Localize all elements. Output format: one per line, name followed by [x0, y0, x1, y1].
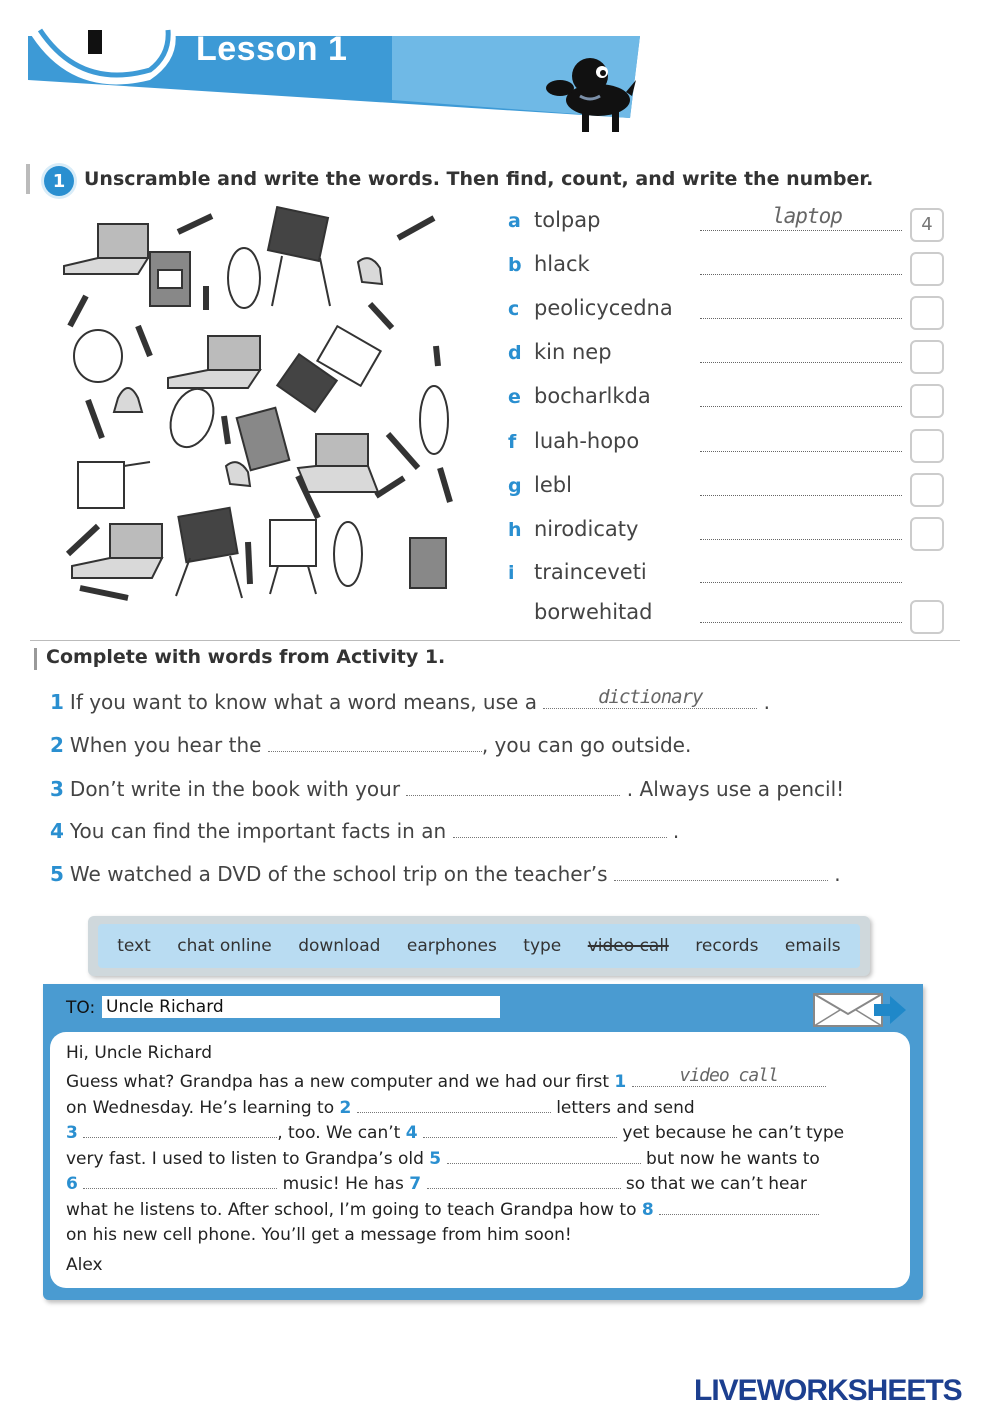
chalkboard-icon	[176, 508, 242, 598]
word-row-g	[508, 471, 948, 507]
item-letter: f	[508, 431, 517, 453]
word-row-j	[508, 598, 948, 634]
email-text: what he listens to. After school, I’m going to teach Grandpa how to	[66, 1200, 637, 1220]
answer-line	[700, 230, 902, 231]
count-box[interactable]	[910, 517, 944, 551]
count-box[interactable]	[910, 384, 944, 418]
email-text: music! He has	[282, 1174, 404, 1194]
blank-number: 8	[641, 1200, 654, 1220]
sentence-text: If you want to know what a word means, use a	[69, 690, 537, 714]
word-bank-item-used: video call	[587, 936, 669, 956]
item-letter: d	[508, 342, 522, 364]
chalkboard-icon	[268, 207, 330, 306]
word-bank-item: chat online	[177, 936, 272, 956]
email-line	[66, 1098, 695, 1118]
section-divider	[30, 640, 960, 641]
sentence-end: .	[672, 819, 680, 843]
item-letter: i	[508, 562, 515, 584]
answer-line	[700, 622, 902, 623]
word-bank-inner	[98, 924, 860, 968]
activity-2-instruction: Complete with words from Activity 1.	[46, 646, 446, 668]
sentence-number: 4	[50, 819, 64, 843]
sentence-end: . Always use a pencil!	[626, 777, 845, 801]
answer-line	[700, 274, 902, 275]
item-letter: e	[508, 386, 521, 408]
envelope-icon	[812, 990, 908, 1030]
email-text: but now he wants to	[645, 1149, 820, 1169]
scrambled-word: peolicycedna	[534, 296, 673, 320]
sentence-text: When you hear the	[69, 733, 262, 757]
activity-1-instruction: Unscramble and write the words. Then find, count, and write the number.	[84, 168, 874, 190]
to-field: Uncle Richard	[102, 996, 500, 1018]
earphones-icon	[80, 588, 128, 598]
word-row-a	[508, 206, 948, 242]
sentence-number: 5	[50, 862, 64, 886]
sentence-text: We watched a DVD of the school trip on the teacher’s	[69, 862, 608, 886]
email-line	[66, 1065, 826, 1092]
answer-line	[700, 495, 902, 496]
word-bank-item: text	[117, 936, 151, 956]
sentence-number: 2	[50, 733, 64, 757]
email-blank-7[interactable]	[427, 1174, 621, 1189]
dictionary-icon	[410, 538, 446, 588]
scrambled-word: kin nep	[534, 340, 612, 364]
laptop-icon	[72, 524, 162, 578]
word-bank-item: download	[298, 936, 381, 956]
scrambled-word: hlack	[534, 252, 590, 276]
word-bank-item: records	[695, 936, 759, 956]
sentence-number: 3	[50, 777, 64, 801]
email-line	[66, 1123, 844, 1143]
scrambled-word: lebl	[534, 473, 572, 497]
word-row-i	[508, 558, 948, 594]
sentence-end: , you can go outside.	[481, 733, 692, 757]
margin-bar	[26, 164, 30, 194]
answer-line	[700, 318, 902, 319]
email-text: so that we can’t hear	[625, 1174, 807, 1194]
answer-input[interactable]: laptop	[772, 204, 842, 228]
sentence-end: .	[763, 690, 771, 714]
answer-line	[700, 582, 902, 583]
email-blank-6[interactable]	[83, 1174, 277, 1189]
email-text: yet because he can’t type	[622, 1123, 845, 1143]
scrambled-word: tolpap	[534, 208, 601, 232]
margin-bar	[34, 648, 37, 670]
word-bank-item: earphones	[406, 936, 497, 956]
answer-text: video call	[679, 1065, 778, 1086]
email-blank-4[interactable]	[423, 1123, 617, 1138]
sentence-text: You can find the important facts in an	[69, 819, 447, 843]
word-bank	[88, 916, 870, 976]
word-row-c	[508, 294, 948, 330]
laptop-icon	[298, 434, 378, 492]
email-line	[66, 1149, 820, 1169]
count-box[interactable]	[910, 252, 944, 286]
answer-line	[700, 362, 902, 363]
word-row-h	[508, 515, 948, 551]
email-blank-1[interactable]	[632, 1065, 826, 1087]
answer-line	[700, 451, 902, 452]
email-text: on Wednesday. He’s learning to	[66, 1098, 335, 1118]
item-letter: a	[508, 210, 521, 232]
word-bank-item: emails	[784, 936, 841, 956]
answer-line	[700, 539, 902, 540]
email-line: on his new cell phone. You’ll get a message from him soon!	[66, 1225, 572, 1245]
answer-blank[interactable]	[453, 819, 667, 838]
sentence-4	[50, 819, 679, 843]
email-text: , too. We can’t	[277, 1123, 401, 1143]
to-label: TO:	[66, 998, 96, 1018]
sentence-number: 1	[50, 690, 64, 714]
item-letter: b	[508, 254, 522, 276]
email-greeting: Hi, Uncle Richard	[66, 1043, 213, 1063]
count-box[interactable]	[910, 340, 944, 374]
scrambled-word: borwehitad	[534, 600, 653, 624]
sentence-2	[50, 733, 691, 757]
blank-number: 3	[66, 1123, 78, 1143]
dictionary-icon	[237, 408, 290, 471]
email-blank-2[interactable]	[357, 1098, 551, 1113]
answer-blank[interactable]	[406, 777, 620, 796]
answer-blank[interactable]	[614, 862, 828, 881]
laptop-icon	[64, 224, 148, 274]
scrambled-word: bocharlkda	[534, 384, 651, 408]
lesson-title: Lesson 1	[196, 30, 348, 68]
count-box[interactable]	[910, 429, 944, 463]
blank-number: 6	[66, 1174, 78, 1194]
email-text: very fast. I used to listen to Grandpa’s old	[66, 1149, 424, 1169]
item-letter: h	[508, 519, 522, 541]
email-blank-8[interactable]	[659, 1200, 819, 1215]
email-signature: Alex	[66, 1255, 103, 1275]
word-row-b	[508, 250, 948, 286]
count-box[interactable]	[910, 473, 944, 507]
sentence-text: Don’t write in the book with your	[69, 777, 401, 801]
word-row-f	[508, 427, 948, 463]
count-box[interactable]	[910, 600, 944, 634]
activity-1-badge: 1	[44, 166, 74, 196]
sentence-end: .	[834, 862, 841, 886]
whiteboard-icon	[78, 462, 150, 508]
classroom-objects-illustration	[58, 206, 468, 616]
blank-number: 1	[614, 1072, 627, 1092]
whiteboard-icon	[270, 520, 316, 594]
scrambled-word: nirodicaty	[534, 517, 639, 541]
blank-number: 7	[409, 1174, 422, 1194]
answer-line	[700, 406, 902, 407]
answer-blank[interactable]	[543, 686, 757, 709]
item-letter: g	[508, 475, 522, 497]
sentence-1	[50, 686, 771, 714]
blank-number: 4	[405, 1123, 418, 1143]
email-line	[66, 1174, 807, 1194]
word-row-e	[508, 382, 948, 418]
liveworksheets-logo: LIVEWORKSHEETS	[694, 1374, 962, 1407]
blank-number: 2	[339, 1098, 352, 1118]
sentence-3	[50, 777, 844, 801]
word-row-d	[508, 338, 948, 374]
sentence-5	[50, 862, 841, 886]
lesson-banner	[0, 0, 1000, 150]
email-blank-5[interactable]	[447, 1149, 641, 1164]
count-box[interactable]: 4	[910, 208, 944, 242]
scrambled-word: luah-hopo	[534, 429, 640, 453]
item-letter: c	[508, 298, 520, 320]
email-blank-3[interactable]	[83, 1123, 277, 1138]
answer-text: dictionary	[598, 686, 703, 708]
word-bank-item: type	[523, 936, 562, 956]
email-text: Guess what? Grandpa has a new computer and we had our first	[66, 1072, 610, 1092]
count-box[interactable]	[910, 296, 944, 330]
scrambled-word: trainceveti	[534, 560, 647, 584]
answer-blank[interactable]	[268, 733, 482, 752]
email-line	[66, 1200, 819, 1220]
blank-number: 5	[429, 1149, 442, 1169]
email-text: letters and send	[556, 1098, 695, 1118]
laptop-icon	[168, 336, 260, 388]
dictionary-icon	[150, 252, 190, 306]
